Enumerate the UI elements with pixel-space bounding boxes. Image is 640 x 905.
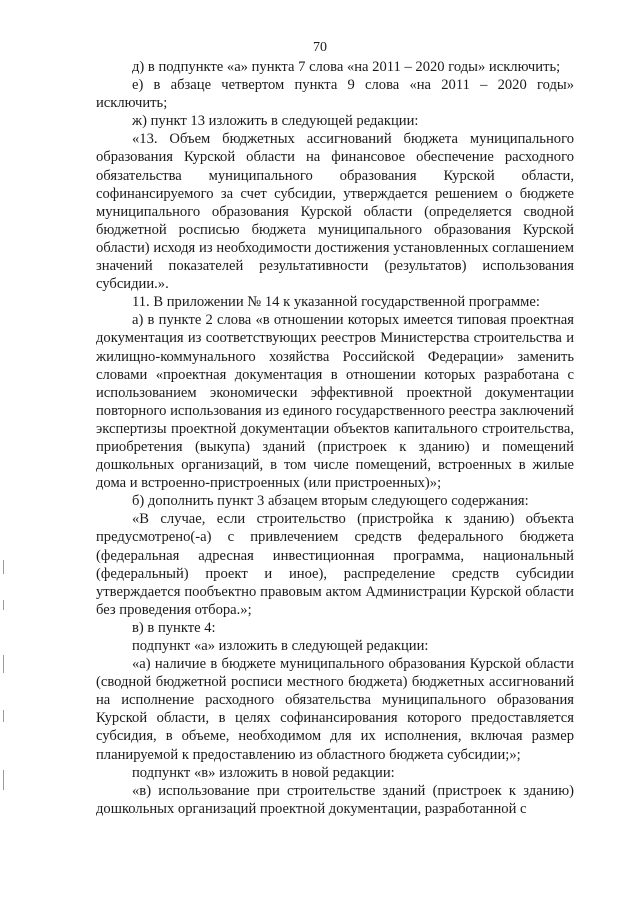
paragraph-item-b: б) дополнить пункт 3 абзацем вторым следующего содержания: <box>132 493 529 510</box>
paragraph-subitem-a-text: «а) наличие в бюджете муниципального образования Курской области (сводной бюджетной росписи местного бюджета) бюджетных ассигнований на исполнение расходного обязательства муниципального образования Курской области, в целях софинансирования которого предоставляется субсидия, в объеме, необходимом для их исполнения, включая размер планируемой к предоставлению из областного бюджета субсидии;»; <box>96 656 574 763</box>
paragraph-subitem-v-heading: подпункт «в» изложить в новой редакции: <box>132 764 395 781</box>
paragraph-item-v: в) в пункте 4: <box>132 619 216 636</box>
paragraph-item-e: е) в абзаце четвертом пункта 9 слова «на 2011 – 2020 годы» исключить; <box>96 77 574 112</box>
paragraph-subitem-v-text: «в) использование при строительстве зданий (пристроек к зданию) дошкольных организаций проектной документации, разработанной с <box>96 782 574 817</box>
paragraph-point-3-addition: «В случае, если строительство (пристройка к зданию) объекта предусмотрено(-а) с привлечением средств федерального бюджета (федеральная адресная инвестиционная программа, национальный (федеральный) проект и иное), распределение средств субсидии утверждается пообъектно правовым актом Администрации Курской области без проведения отбора.»; <box>96 511 574 618</box>
page-number: 70 <box>313 40 327 55</box>
paragraph-item-zh: ж) пункт 13 изложить в следующей редакции: <box>132 113 419 130</box>
paragraph-section-11: 11. В приложении № 14 к указанной государственной программе: <box>132 294 540 311</box>
paragraph-item-d: д) в подпункте «а» пункта 7 слова «на 2011 – 2020 годы» исключить; <box>132 59 561 75</box>
paragraph-point-13-text: «13. Объем бюджетных ассигнований бюджета муниципального образования Курской области на финансовое обеспечение расходного обязательства муниципального образования Курской области, софинансируемого за счет субсидии, утверждается решением о бюджете муниципального образования Курской области (определяется сводной бюджетной росписью бюджета муниципального образования Курской области) исходя из необходимости достижения установленных соглашением значений показателей результативности (результатов) использования субсидии.». <box>96 131 574 293</box>
scan-margin-marks <box>3 560 5 810</box>
document-body <box>96 58 574 818</box>
paragraph-subitem-a-heading: подпункт «а» изложить в следующей редакции: <box>132 638 429 654</box>
paragraph-item-a: а) в пункте 2 слова «в отношении которых имеется типовая проектная документация из соответствующих реестров Министерства строительства и жилищно-коммунального хозяйства Российской Федерации» заменить словами «проектная документация в отношении которых разработана с использованием экономически эффективной проектной документации повторного использования из единого государственного реестра заключений экспертизы проектной документации объектов капитального строительства, приобретения (выкупа) зданий (пристроек к зданию) и помещений дошкольных организаций, в том числе помещений, встроенных в жилые дома и встроенно-пристроенных (или пристроенных)»; <box>96 312 574 492</box>
